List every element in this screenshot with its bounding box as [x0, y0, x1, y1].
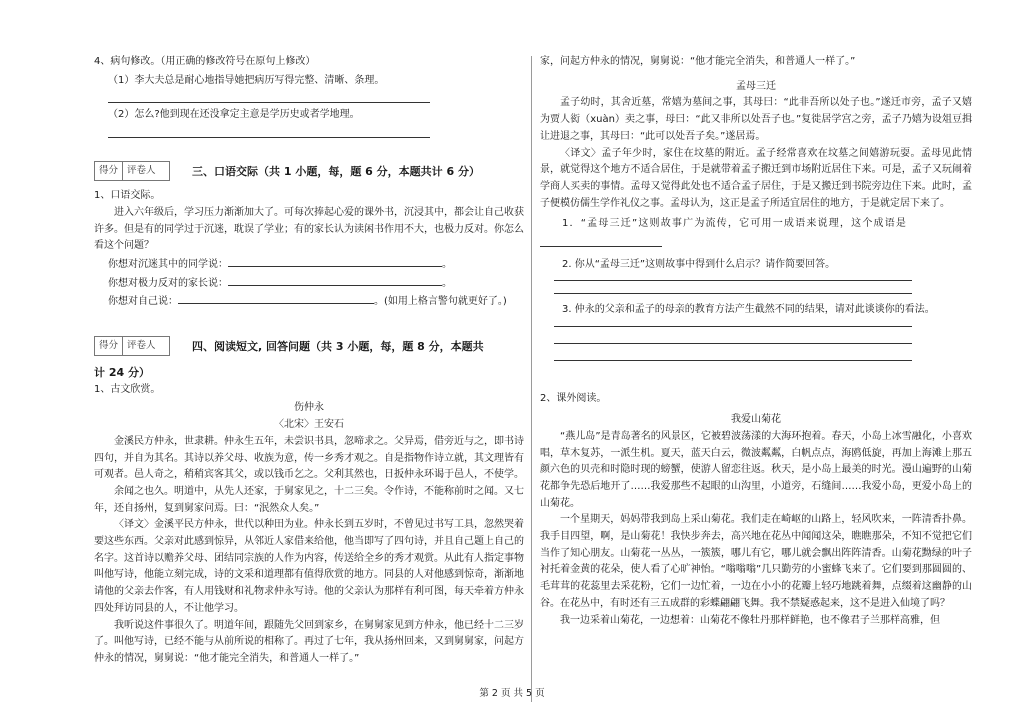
essay-paragraph-2: 一个星期天，妈妈带我到岛上采山菊花。我们走在崎岖的山路上，轻风吹来，一阵清香扑鼻。我手目四望，啊，是山菊花！我快步奔去，高兴地在花丛中闻闻这朵，瞧瞧那朵，不知不觉把它们当作了知心朋友。山菊花一丛丛，一簇簇，哪儿有它，哪儿就会飘出阵阵清香。山菊花黝绿的叶子衬托着金黄的花朵，使人看了心旷神怡。“嗡嗡嗡”几只勤劳的小蜜蜂飞来了。它们要到那圆圆的、毛茸茸的花蕊里去采花粉，它们一边忙着，一边在小小的花瓣上轻巧地跳着舞，点缀着这幽静的山谷。在花丛中，有时还有三五成群的彩蝶翩翩飞舞。我不禁疑惑起来，这不是进入仙境了吗？: [540, 514, 972, 609]
oral-blank-3[interactable]: [178, 292, 374, 304]
q4-sentence-2: （2）怎么?他到现在还没拿定主意是学历史或者学地理。: [108, 109, 360, 121]
reading-q1-title: 1、古文欣赏。: [94, 383, 161, 395]
page-footer: 第 2 页 共 5 页: [479, 688, 545, 699]
score-box-2: [94, 336, 170, 356]
translation-paragraph-2-tail: 家，问起方仲永的情况，舅舅说：“他才能完全消失，和普通人一样了。”: [540, 56, 856, 67]
oral-line-2-label: 你想对极力反对的家长说：: [108, 277, 228, 289]
translation-paragraph-1: 〈译文〉金溪平民方仲永，世代以种田为业。仲永长到五岁时，不曾见过书写工具，忽然哭着要这些东西。父亲对此感到惊异，从邻近人家借来给他，他当即写了四句诗，并且自己题上自己的名字。这首诗以赡养父母、团结同宗族的人作为内容，传送给全乡的秀才观赏。从此有人指定事物叫他写诗，他能立刻完成，诗的文采和道理都有值得欣赏的地方。同县的人对他感到惊奇，渐渐地请他的父亲去作客，有人用钱财和礼物求仲永写诗。他的父亲认为那样有利可图，每天牵着方仲永四处拜访同县的人，不让他学习。: [94, 519, 524, 614]
oral-line-1-label: 你想对沉迷其中的同学说：: [108, 258, 228, 270]
q4-answer-line-2[interactable]: [108, 124, 430, 138]
oral-blank-2[interactable]: [228, 274, 442, 286]
grader-label-2: 评卷人: [127, 340, 156, 352]
mengmu-question-1: 1．“孟母三迁”这则故事广为流传，它可用一成语来说理，这个成语是: [562, 218, 908, 230]
mengmu-question-2: 2. 你从“孟母三迁”这则故事中得到什么启示？请作简要回答。: [562, 259, 836, 271]
poem-author: 〈北宋〉王安石: [274, 419, 344, 431]
mengmu-paragraph-2: 〈译文〉孟子年少时，家住在坟墓的附近。孟子经常喜欢在坟墓之间嬉游玩耍。孟母见此情景，就觉得这个地方不适合居住，于是就带着孟子搬迁到市场附近居住下来。可是，孟子又玩闹着学商人买卖的事情。孟母又觉得此处也不适合孟子居住，于是又搬迁到书院旁边住下来。此时，孟子便模仿儒生学作礼仪之事。孟母认为，这正是孟子所适宜居住的地方，于是就定居下来了。: [540, 147, 972, 209]
poem-title: 伤仲永: [294, 402, 324, 414]
oral-q1-title: 1、口语交际。: [94, 190, 161, 202]
mengmu-answer-1[interactable]: [540, 233, 662, 247]
score-box: [94, 161, 170, 181]
reading-q2-title: 2、课外阅读。: [540, 393, 607, 405]
oral-q1-text: 进入六年级后，学习压力渐渐加大了。可每次捧起心爱的课外书，沉浸其中，都会让自己收获许多。但是有的同学过于沉迷，耽误了学业；有的家长认为读闲书作用不大，也极力反对。你怎么看这个问题？: [94, 206, 524, 252]
section-4-title: 四、阅读短文, 回答问题（共 3 小题，每，题 8 分，本题共: [192, 340, 484, 354]
left-column: [94, 54, 524, 664]
q4-answer-line-1[interactable]: [108, 89, 430, 103]
section-4-title-cont: 计 24 分）: [94, 366, 150, 380]
score-label-2: 得分: [95, 337, 123, 355]
mengmu-title: 孟母三迁: [736, 80, 776, 92]
essay-paragraph-1: “燕儿岛”是青岛著名的风景区，它被碧波荡漾的大海环抱着。春天，小岛上冰雪融化，小喜欢唱，草木复苏，一派生机。夏天，蓝天白云，微波粼粼，白帆点点，海鸥低旋，再加上海滩上那五颜六色的贝壳和时隐时现的螃蟹，使游人留恋往返。秋天，是小岛上最美的时光。漫山遍野的山菊花都争先恐后地开了……我爱那些不起眼的山沟里，小道旁，石缝间……我爱小岛，更爱小岛上的山菊花。: [540, 430, 972, 509]
essay-paragraph-3: 我一边采着山菊花，一边想着：山菊花不像牡丹那样鲜艳，也不像君子兰那样高雅，但: [560, 614, 940, 626]
section-4-header: [94, 333, 524, 359]
section-3-header: [94, 158, 524, 184]
mengmu-paragraph-1: 孟子幼时，其舍近墓，常嬉为墓间之事，其母曰：“此非吾所以处子也。”遂迁市旁，孟子又嬉为贾人衒（xuàn）卖之事，母曰：“此又非所以处吾子也。”复徙居学宫之旁，孟子乃嬉为设俎豆揖让进退之事，其母曰：“此可以处吾子矣。”遂居焉。: [540, 97, 972, 142]
right-column: [540, 54, 972, 630]
poem-paragraph-1: 金溪民方仲永，世隶耕。仲永生五年，未尝识书具，忽啼求之。父异焉，借旁近与之，即书诗四句，并自为其名。其诗以养父母、收族为意，传一乡秀才观之。自是指物作诗立就，其文理皆有可观者。邑人奇之，稍稍宾客其父，或以钱币乞之。父利其然也，日扳仲永环谒于邑人，不使学。: [94, 435, 524, 481]
grader-label: 评卷人: [127, 165, 156, 177]
q4-sentence-1: （1）李大夫总是耐心地指导她把病历写得完整、清晰、条理。: [108, 74, 385, 86]
mengmu-answer-2b[interactable]: [554, 281, 912, 294]
translation-paragraph-2-part: 我听说这件事很久了。明道年间，跟随先父回到家乡，在舅舅家见到方仲永，他已经十二三岁了。叫他写诗，已经不能与从前所说的相称了。再过了七年，我从扬州回来，又到舅舅家，问起方仲永的情况，舅舅说：“他才能完全消失，和普通人一样了。”: [94, 619, 524, 664]
poem-paragraph-2: 余闻之也久。明道中，从先人还家，于舅家见之，十二三矣。令作诗，不能称前时之闻。又七年，还自扬州，复到舅家问焉。曰：“泯然众人矣。”: [94, 485, 524, 514]
oral-line-2: 你想对极力反对的家长说： 。: [94, 274, 524, 293]
column-divider: [531, 56, 532, 702]
oral-line-3-tail: 。(如用上格言警句就更好了。): [374, 296, 507, 308]
oral-line-3: [94, 292, 524, 311]
mengmu-question-3: 3. 仲永的父亲和孟子的母亲的教育方法产生截然不同的结果，请对此谈谈你的看法。: [562, 303, 935, 315]
mengmu-answer-3a[interactable]: [554, 318, 912, 327]
oral-line-3-label: 你想对自己说：: [108, 296, 178, 308]
q4-title: 4、病句修改。（用正确的修改符号在原句上修改）: [94, 56, 316, 67]
oral-line-1: 你想对沉迷其中的同学说： 。: [94, 255, 524, 274]
section-3-title: 三、口语交际（共 1 小题，每，题 6 分，本题共计 6 分）: [192, 165, 480, 179]
oral-blank-1[interactable]: [228, 255, 442, 267]
mengmu-answer-2a[interactable]: [554, 274, 912, 281]
mengmu-answer-3b[interactable]: [554, 327, 912, 344]
score-label: 得分: [95, 162, 123, 180]
essay-title: 我爱山菊花: [731, 414, 781, 426]
mengmu-answer-3c[interactable]: [554, 344, 912, 361]
